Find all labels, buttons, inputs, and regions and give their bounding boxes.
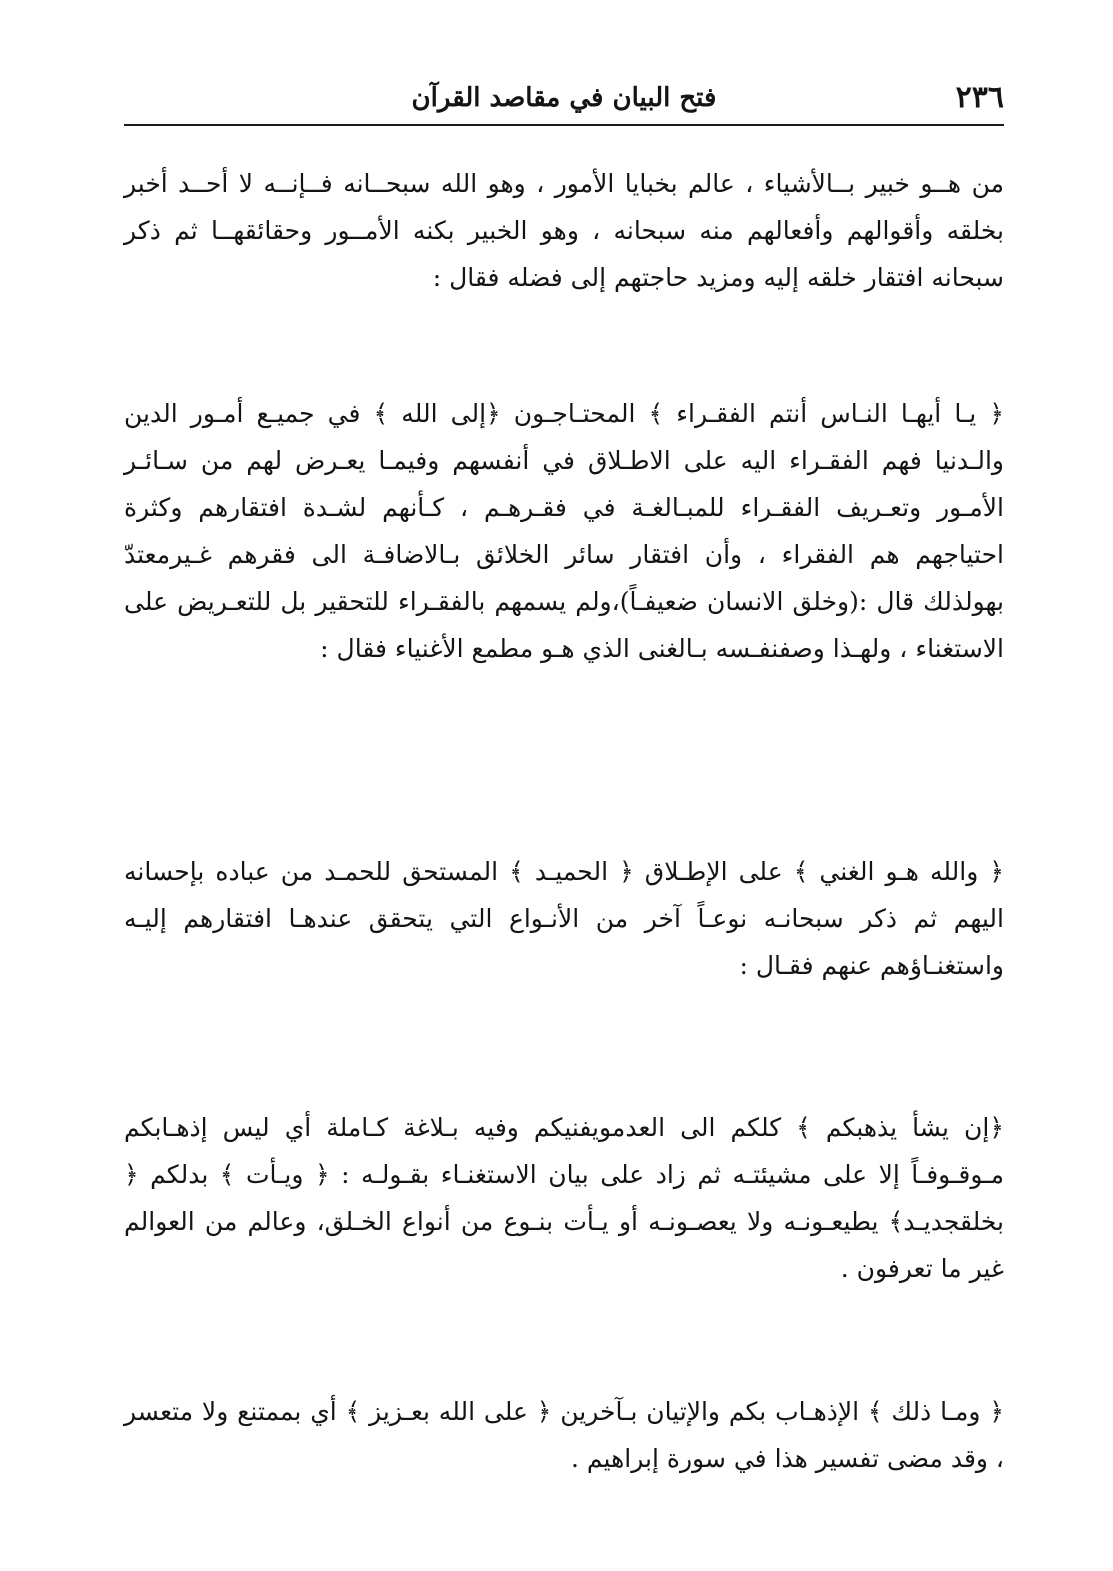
paragraph-3: ﴿ والله هـو الغني ﴾ على الإطـلاق ﴿ الحميـد ﴾ المستحق للحمـد من عباده بإحسانه اليهم ثم ذكر سبحانـه نوعـاً آخر من الأنـواع التي يتحقق عندهـا افتقارهم إليـه واستغنـاؤهم عنهم فقـال :	[124, 857, 1004, 980]
paragraph-5: ﴿ ومـا ذلك ﴾ الإذهـاب بكم والإتيان بـآخرين ﴿ على الله بعـزيز ﴾ أي بممتنع ولا متعسر ، وقد مضى تفسير هذا في سورة إبراهيم .	[124, 1397, 1004, 1473]
page-number: ٢٣٦	[955, 80, 1004, 115]
running-title: فتح البيان في مقاصد القرآن	[411, 83, 717, 113]
paragraph-4: ﴿إن يشأ يذهبكم ﴾ كلكم الى العدمويفنيكم وفيه بـلاغة كـاملة أي ليس إذهـابكم مـوقـوفـاً إلا على مشيئتـه ثم زاد على بيان الاستغنـاء بقـولـه : ﴿ ويـأت ﴾ بدلكم ﴿ بخلقجديـد﴾ يطيعـونـه ولا يعصـونـه أو يـأت بنـوع من أنواع الخـلق، وعالم من العوالم غير ما تعرفون .	[124, 1113, 1004, 1283]
page-header	[124, 72, 1004, 124]
paragraph-1: من هــو خبير بــالأشياء ، عالم بخبايا الأمور ، وهو الله سبحــانه فــإنــه لا أحــد أخبر بخلقه وأقوالهم وأفعالهم منه سبحانه ، وهو الخبير بكنه الأمــور وحقائقهــا ثم ذكر سبحانه افتقار خلقه إليه ومزيد حاجتهم إلى فضله فقال :	[124, 169, 1004, 292]
header-divider	[124, 124, 1004, 126]
paragraph-2: ﴿ يـا أيهـا النـاس أنتم الفقـراء ﴾ المحتـاجـون ﴿إلى الله ﴾ في جميـع أمـور الدين والـدنيا فهم الفقـراء اليه على الاطـلاق في أنفسهم وفيمـا يعـرض لهم من سـائـر الأمـور وتعـريف الفقـراء للمبـالغـة في فقـرهـم ، كـأنهم لشـدة افتقارهم وكثرة احتياجهم هم الفقراء ، وأن افتقار سائر الخلائق بـالاضافـة الى فقرهم غـيرمعتدّ بهولذلك قال :(وخلق الانسان ضعيفـاً)،ولم يسمهم بالفقـراء للتحقير بل للتعـريض على الاستغناء ، ولهـذا وصفنفـسه بـالغنى الذي هـو مطمع الأغنياء فقال :	[124, 399, 1004, 663]
